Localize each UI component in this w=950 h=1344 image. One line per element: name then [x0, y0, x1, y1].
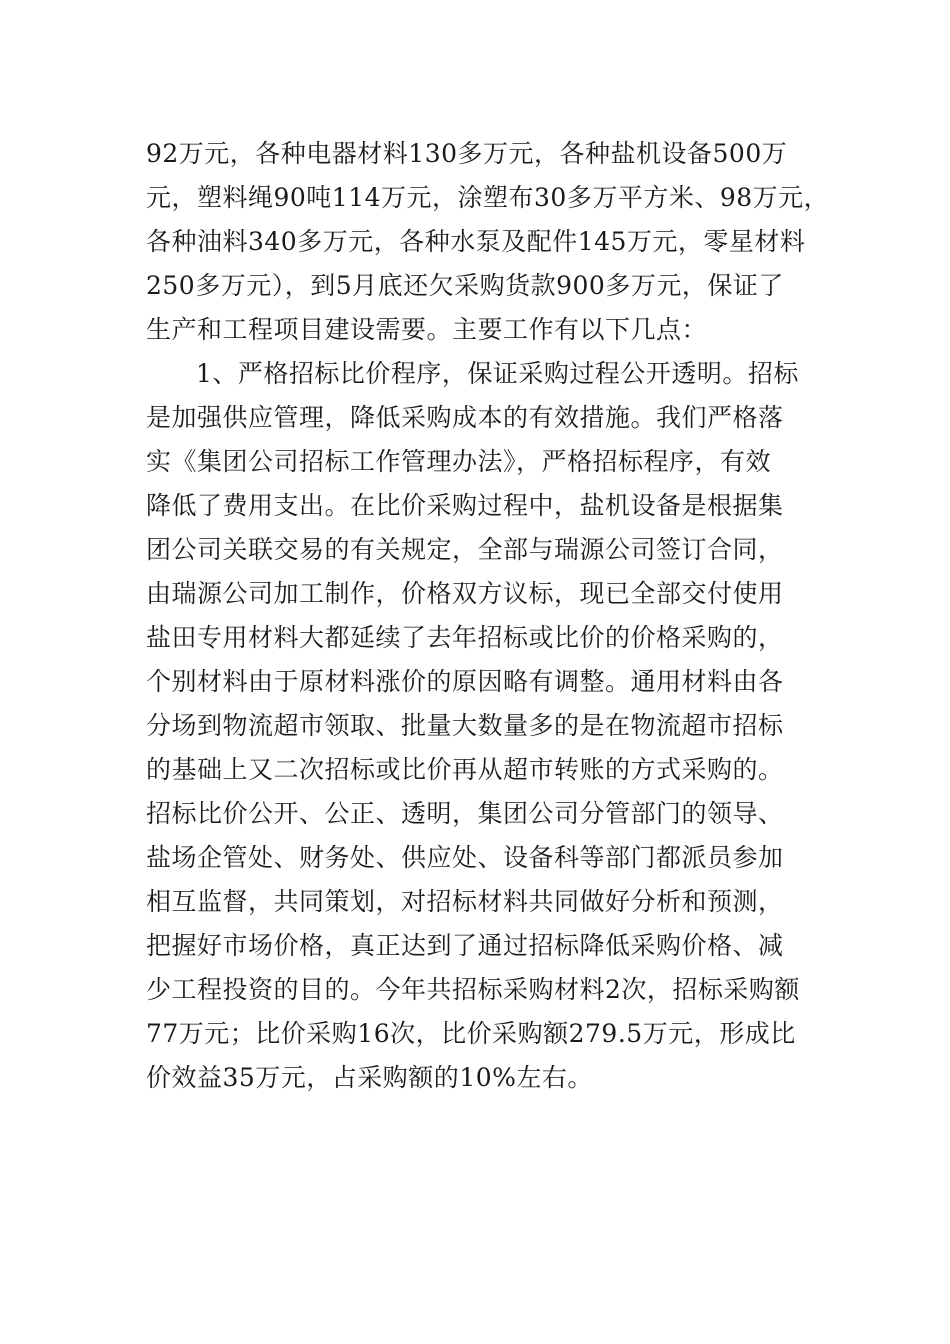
- text-line: 的基础上又二次招标或比价再从超市转账的方式采购的。: [146, 755, 784, 784]
- text-line: 盐田专用材料大都延续了去年招标或比价的价格采购的，: [146, 623, 784, 652]
- text-line: 各种油料340多万元，各种水泵及配件145万元，零星材料: [146, 227, 806, 256]
- paragraph-first-line: 1、严格招标比价程序，保证采购过程公开透明。招标: [196, 359, 799, 388]
- text-line: 元，塑料绳90吨114万元，涂塑布30多万平方米、98万元，: [146, 183, 830, 212]
- text-line: 降低了费用支出。在比价采购过程中，盐机设备是根据集: [146, 491, 784, 520]
- text-line: 少工程投资的目的。今年共招标采购材料2次，招标采购额: [146, 975, 800, 1004]
- text-line: 把握好市场价格，真正达到了通过招标降低采购价格、减: [146, 931, 784, 960]
- text-line: 92万元，各种电器材料130多万元，各种盐机设备500万: [146, 139, 788, 168]
- text-line: 团公司关联交易的有关规定，全部与瑞源公司签订合同，: [146, 535, 784, 564]
- text-line: 招标比价公开、公正、透明，集团公司分管部门的领导、: [146, 799, 784, 828]
- text-line: 个别材料由于原材料涨价的原因略有调整。通用材料由各: [146, 667, 784, 696]
- text-line: 价效益35万元，占采购额的10%左右。: [146, 1063, 593, 1092]
- text-line: 是加强供应管理，降低采购成本的有效措施。我们严格落: [146, 403, 784, 432]
- text-line: 生产和工程项目建设需要。主要工作有以下几点：: [146, 315, 708, 344]
- text-line: 相互监督，共同策划，对招标材料共同做好分析和预测，: [146, 887, 784, 916]
- text-line: 盐场企管处、财务处、供应处、设备科等部门都派员参加: [146, 843, 784, 872]
- text-line: 实《集团公司招标工作管理办法》，严格招标程序，有效: [146, 447, 772, 476]
- text-line: 77万元；比价采购16次，比价采购额279.5万元，形成比: [146, 1019, 796, 1048]
- body-text: [146, 132, 830, 1100]
- text-line: 250多万元），到5月底还欠采购货款900多万元，保证了: [146, 271, 784, 300]
- text-line: 分场到物流超市领取、批量大数量多的是在物流超市招标: [146, 711, 784, 740]
- text-line: 由瑞源公司加工制作，价格双方议标，现已全部交付使用: [146, 579, 784, 608]
